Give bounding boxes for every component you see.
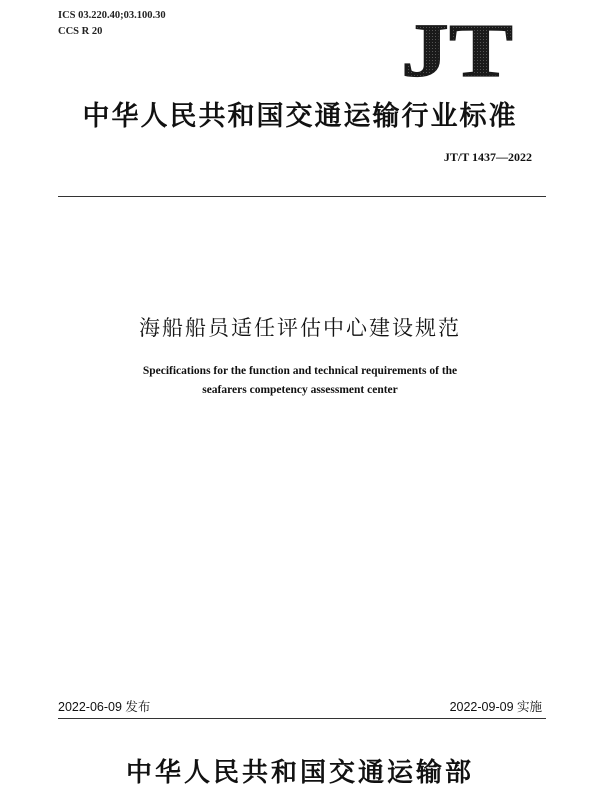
implementation-date: 2022-09-09 实施 [449, 700, 542, 714]
classification-codes [58, 8, 166, 40]
organization-title: 中华人民共和国交通运输行业标准 [82, 101, 518, 132]
jt-logo-text: JT [401, 14, 513, 80]
footer-divider [58, 718, 546, 719]
english-title-line-2: seafarers competency assessment center [202, 384, 398, 396]
ics-code: ICS 03.220.40;03.100.30 [58, 10, 166, 21]
jt-logo [398, 14, 516, 80]
ccs-code: CCS R 20 [58, 26, 103, 37]
document-title-chinese: 海船船员适任评估中心建设规范 [139, 316, 461, 340]
publisher-name: 中华人民共和国交通运输部 [125, 758, 474, 788]
issue-date: 2022-06-09 发布 [58, 700, 151, 714]
standard-number: JT/T 1437—2022 [443, 150, 532, 164]
document-title-english [0, 362, 600, 400]
english-title-line-1: Specifications for the function and technical requirements of the [142, 365, 458, 377]
header-divider [58, 196, 546, 197]
